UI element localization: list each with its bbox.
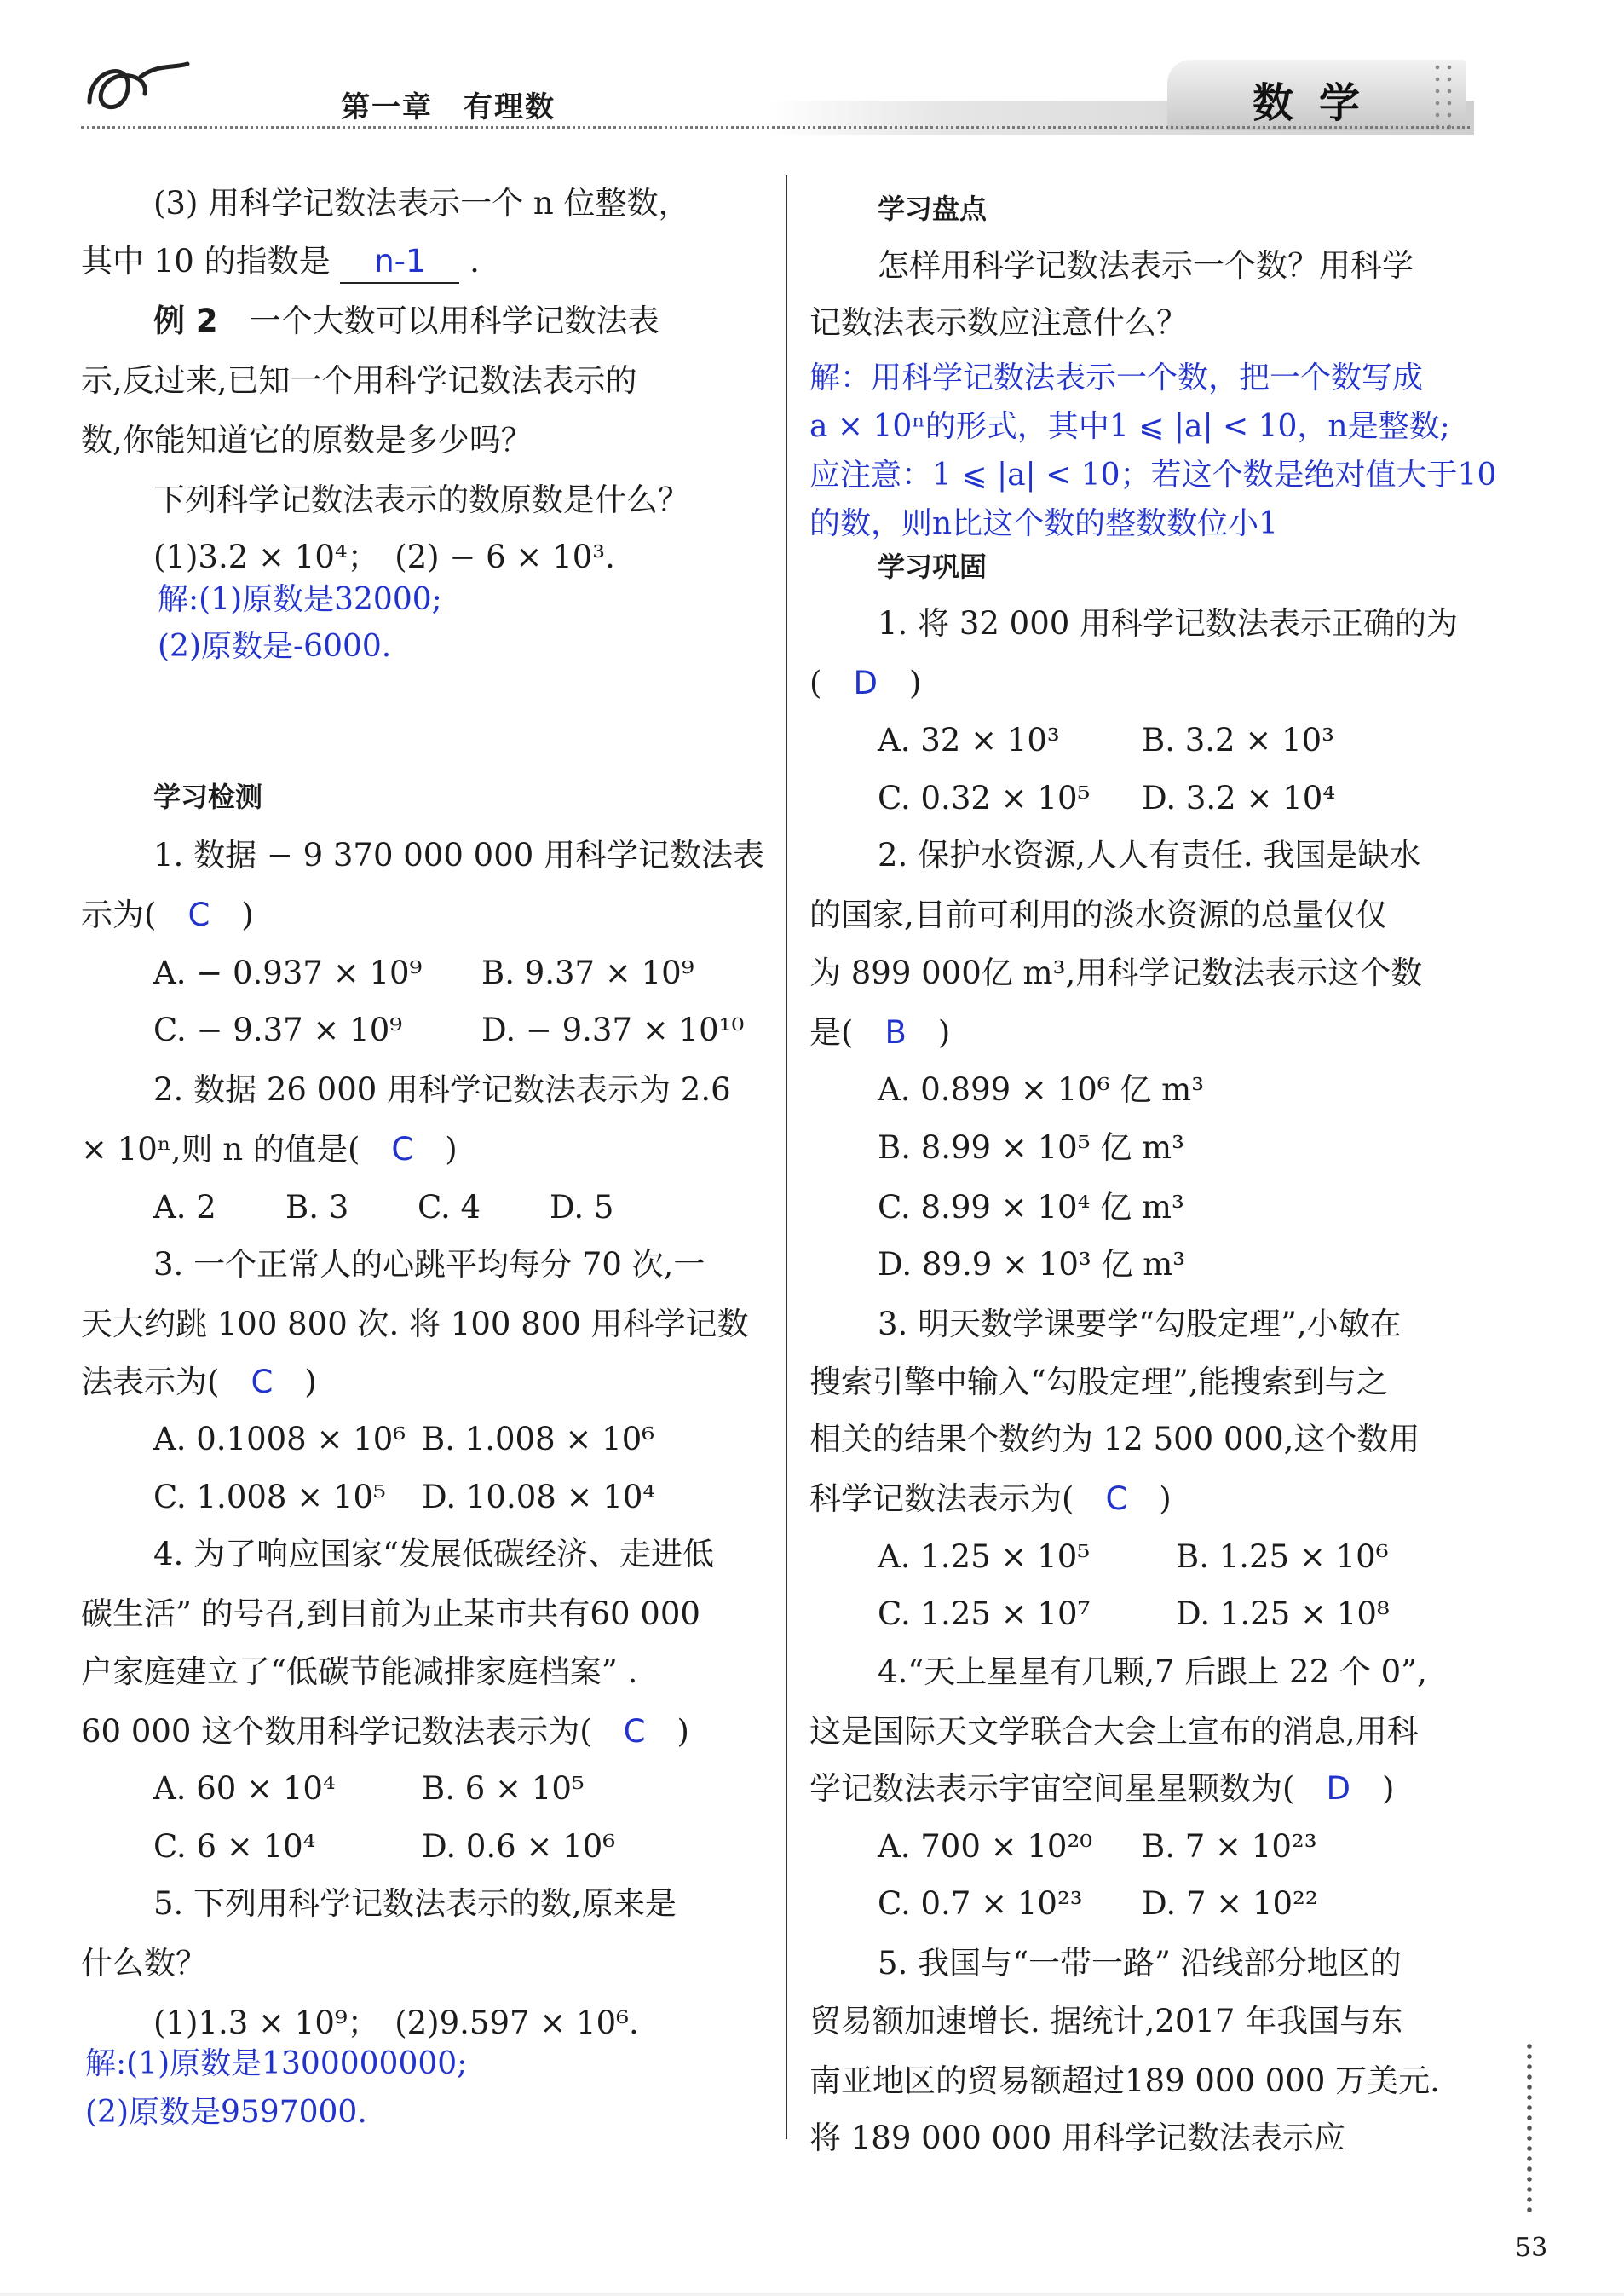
practice-q3-answer: C xyxy=(1105,1480,1128,1517)
test-q1-option-d: D. − 9.37 × 10¹⁰ xyxy=(481,1012,745,1048)
column-divider xyxy=(786,175,787,2139)
q3-answer: n-1 xyxy=(340,241,459,284)
test-q3-option-b: B. 1.008 × 10⁶ xyxy=(422,1421,655,1457)
q3-line2 xyxy=(81,241,480,284)
test-q3-line2: 天大约跳 100 800 次. 将 100 800 用科学记数 xyxy=(81,1306,749,1342)
practice-q3-line2: 搜索引擎中输入“勾股定理”,能搜索到与之 xyxy=(809,1364,1388,1400)
test-q3-option-a: A. 0.1008 × 10⁶ xyxy=(153,1421,406,1457)
practice-q3-line1: 3. 明天数学课要学“勾股定理”,小敏在 xyxy=(878,1306,1402,1342)
example2-items: (1)3.2 × 10⁴； (2) − 6 × 10³. xyxy=(153,539,615,575)
header-divider xyxy=(81,126,1470,129)
practice-q2-line1: 2. 保护水资源,人人有责任. 我国是缺水 xyxy=(878,837,1421,874)
practice-q5-line4: 将 189 000 000 用科学记数法表示应 xyxy=(809,2120,1345,2156)
example2-line1: 例 2 一个大数可以用科学记数法表 xyxy=(153,303,659,339)
practice-q3-line3: 相关的结果个数约为 12 500 000,这个数用 xyxy=(809,1421,1420,1457)
vertical-dots-decoration-icon xyxy=(1527,2041,1532,2212)
practice-q2-option-a: A. 0.899 × 10⁶ 亿 m³ xyxy=(878,1071,1205,1108)
practice-q3-line4: 科学记数法表示为( C ) xyxy=(809,1480,1172,1517)
review-solution1: 解：用科学记数法表示一个数，把一个数写成 xyxy=(809,361,1424,395)
test-q4-line4: 60 000 这个数用科学记数法表示为( C ) xyxy=(81,1713,689,1750)
page-header xyxy=(0,0,1624,145)
test-q1-option-a: A. − 0.937 × 10⁹ xyxy=(153,955,423,991)
practice-q4-line3: 学记数法表示宇宙空间星星颗数为( D ) xyxy=(809,1770,1395,1807)
review-line1: 怎样用科学记数法表示一个数？用科学 xyxy=(878,247,1414,284)
section-title-test: 学习检测 xyxy=(153,781,263,813)
practice-q2-line3: 为 899 000亿 m³,用科学记数法表示这个数 xyxy=(809,955,1423,991)
practice-q3-option-c: C. 1.25 × 10⁷ xyxy=(878,1595,1091,1632)
practice-q1-line2: ( D ) xyxy=(809,665,922,701)
test-q1-line1: 1. 数据 − 9 370 000 000 用科学记数法表 xyxy=(153,837,765,874)
test-q5-solution2: (2)原数是9597000. xyxy=(85,2095,367,2130)
practice-q1-line1: 1. 将 32 000 用科学记数法表示正确的为 xyxy=(878,605,1459,642)
practice-q5-line2: 贸易额加速增长. 据统计,2017 年我国与东 xyxy=(809,2003,1403,2039)
bottom-edge xyxy=(0,2293,1624,2296)
practice-q2-option-d: D. 89.9 × 10³ 亿 m³ xyxy=(878,1246,1186,1283)
practice-q4-line2: 这是国际天文学联合大会上宣布的消息,用科 xyxy=(809,1713,1419,1750)
practice-q4-option-a: A. 700 × 10²⁰ xyxy=(878,1828,1093,1865)
review-line2: 记数法表示数应注意什么？ xyxy=(809,304,1188,341)
test-q5-solution1: 解:(1)原数是1300000000; xyxy=(85,2046,468,2081)
test-q2-line1: 2. 数据 26 000 用科学记数法表示为 2.6 xyxy=(153,1071,731,1108)
example2-line3: 数,你能知道它的原数是多少吗？ xyxy=(81,422,533,459)
test-q3-answer: C xyxy=(251,1364,274,1400)
practice-q5-line1: 5. 我国与“一带一路” 沿线部分地区的 xyxy=(878,1945,1402,1982)
practice-q4-option-c: C. 0.7 × 10²³ xyxy=(878,1885,1083,1922)
test-q3-line3: 法表示为( C ) xyxy=(81,1364,317,1400)
practice-q3-option-b: B. 1.25 × 10⁶ xyxy=(1176,1538,1389,1575)
practice-q3-option-d: D. 1.25 × 10⁸ xyxy=(1176,1595,1390,1632)
practice-q1-option-d: D. 3.2 × 10⁴ xyxy=(1142,780,1336,816)
practice-q1-option-c: C. 0.32 × 10⁵ xyxy=(878,780,1091,816)
practice-q5-line3: 南亚地区的贸易额超过189 000 000 万美元. xyxy=(809,2062,1440,2099)
example2-line2: 示,反过来,已知一个用科学记数法表示的 xyxy=(81,362,637,399)
practice-q2-option-b: B. 8.99 × 10⁵ 亿 m³ xyxy=(878,1129,1184,1166)
subject-title: 数学 xyxy=(1253,79,1386,127)
q3-line2-pre: 其中 10 的指数是 xyxy=(81,243,331,280)
review-solution4: 的数，则n比这个数的整数数位小1 xyxy=(809,506,1279,541)
review-solution3: 应注意：1 ⩽ |a| < 10；若这个数是绝对值大于10 xyxy=(809,458,1497,493)
test-q2-answer: C xyxy=(391,1131,414,1168)
example2-label: 例 2 xyxy=(153,303,218,339)
practice-q1-option-a: A. 32 × 10³ xyxy=(878,722,1060,759)
practice-q4-option-b: B. 7 × 10²³ xyxy=(1142,1828,1317,1865)
test-q2-option-c: C. 4 xyxy=(418,1189,481,1226)
practice-q3-option-a: A. 1.25 × 10⁵ xyxy=(878,1538,1091,1575)
example2-solution1: 解:(1)原数是32000; xyxy=(158,582,442,617)
test-q2-line2: × 10ⁿ,则 n 的值是( C ) xyxy=(81,1131,458,1168)
test-q4-line2: 碳生活” 的号召,到目前为止某市共有60 000 xyxy=(81,1595,700,1632)
practice-q1-answer: D xyxy=(853,665,878,701)
test-q5-line1: 5. 下列用科学记数法表示的数,原来是 xyxy=(153,1885,677,1922)
practice-q2-answer: B xyxy=(884,1014,907,1051)
example2-solution2: (2)原数是-6000. xyxy=(158,629,392,664)
test-q2-option-a: A. 2 xyxy=(153,1189,216,1226)
practice-q2-option-c: C. 8.99 × 10⁴ 亿 m³ xyxy=(878,1189,1184,1226)
test-q4-option-d: D. 0.6 × 10⁶ xyxy=(422,1828,616,1865)
test-q4-line1: 4. 为了响应国家“发展低碳经济、走进低 xyxy=(153,1536,714,1572)
test-q3-option-c: C. 1.008 × 10⁵ xyxy=(153,1479,386,1515)
test-q2-option-b: B. 3 xyxy=(285,1189,349,1226)
practice-q2-line2: 的国家,目前可利用的淡水资源的总量仅仅 xyxy=(809,897,1387,933)
test-q1-answer: C xyxy=(187,897,210,933)
swirl-logo-icon xyxy=(81,51,192,128)
q3-line1: (3) 用科学记数法表示一个 n 位整数， xyxy=(153,185,690,222)
practice-q2-line4: 是( B ) xyxy=(809,1014,951,1051)
test-q5-items: (1)1.3 × 10⁹； (2)9.597 × 10⁶. xyxy=(153,2005,639,2041)
practice-q4-line1: 4.“天上星星有几颗,7 后跟上 22 个 0”, xyxy=(878,1653,1427,1690)
practice-q4-answer: D xyxy=(1326,1770,1350,1807)
test-q4-answer: C xyxy=(623,1713,646,1750)
test-q4-option-b: B. 6 × 10⁵ xyxy=(422,1770,585,1807)
page-number: 53 xyxy=(1515,2233,1548,2263)
review-solution2: a × 10ⁿ的形式，其中1 ⩽ |a| < 10，n是整数; xyxy=(809,409,1450,444)
chapter-title: 第一章 有理数 xyxy=(341,90,556,124)
test-q5-line2: 什么数？ xyxy=(81,1945,207,1982)
test-q3-option-d: D. 10.08 × 10⁴ xyxy=(422,1479,656,1515)
test-q4-line3: 户家庭建立了“低碳节能减排家庭档案” . xyxy=(81,1653,638,1690)
test-q2-option-d: D. 5 xyxy=(550,1189,614,1226)
section-title-consolidate: 学习巩固 xyxy=(878,551,988,583)
test-q1-option-b: B. 9.37 × 10⁹ xyxy=(481,955,694,991)
practice-q4-option-d: D. 7 × 10²² xyxy=(1142,1885,1318,1922)
test-q1-option-c: C. − 9.37 × 10⁹ xyxy=(153,1012,403,1048)
test-q3-line1: 3. 一个正常人的心跳平均每分 70 次,一 xyxy=(153,1246,705,1283)
test-q4-option-a: A. 60 × 10⁴ xyxy=(153,1770,336,1807)
dots-decoration-icon xyxy=(1431,61,1455,130)
test-q1-line2: 示为( C ) xyxy=(81,897,254,933)
test-q4-option-c: C. 6 × 10⁴ xyxy=(153,1828,316,1865)
section-title-review: 学习盘点 xyxy=(878,193,988,225)
practice-q1-option-b: B. 3.2 × 10³ xyxy=(1142,722,1334,759)
example2-line4: 下列科学记数法表示的数原数是什么？ xyxy=(153,482,689,518)
q3-line2-post: . xyxy=(469,243,480,280)
